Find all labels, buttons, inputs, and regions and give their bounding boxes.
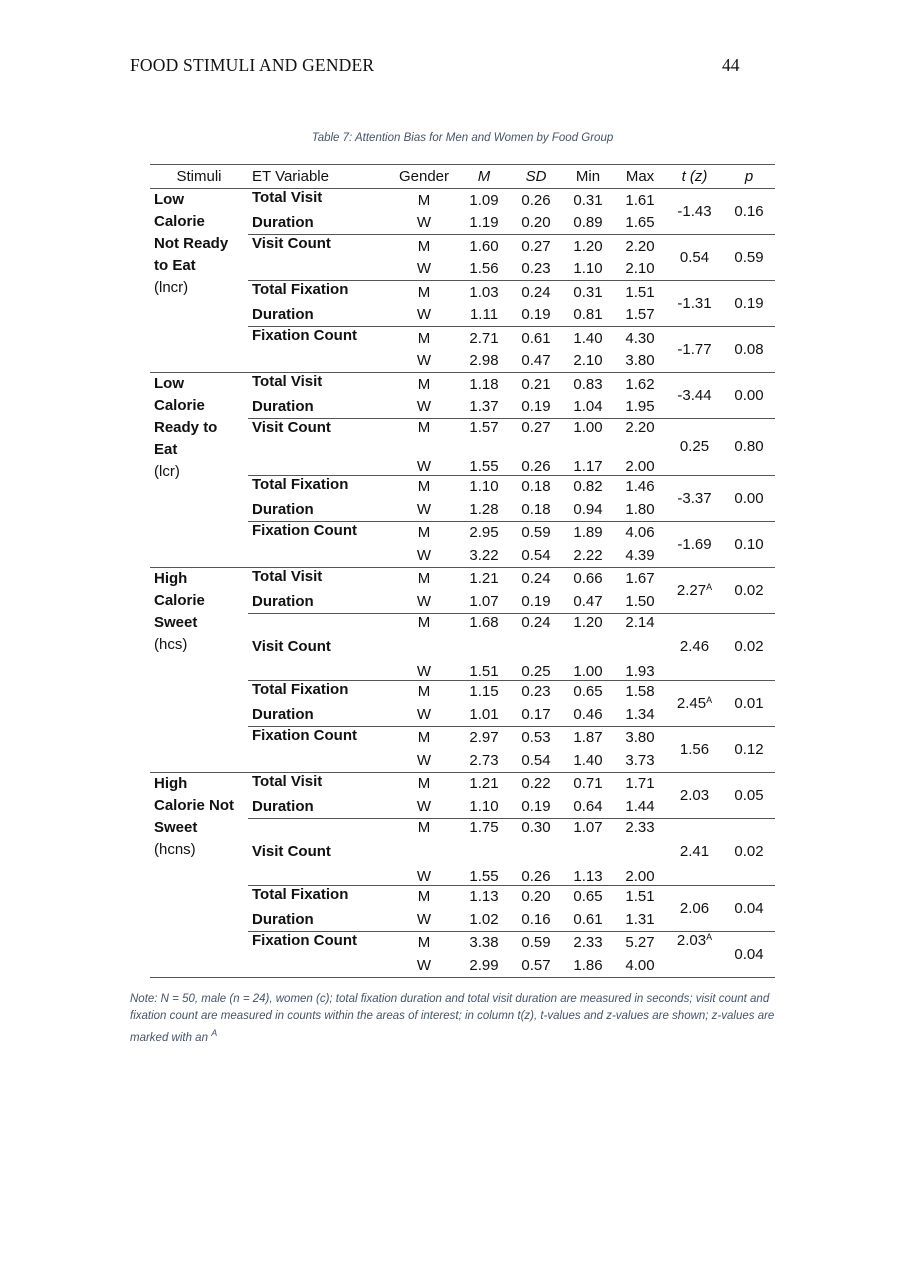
stimuli-label: Eat	[154, 441, 178, 458]
min-cell: 1.10	[573, 260, 603, 278]
p-value-cell: 0.05	[723, 772, 775, 818]
gender-cell: M	[390, 281, 458, 304]
gender-cell: W	[416, 797, 432, 815]
stimuli-label: Low	[154, 191, 184, 208]
t-z-cell	[666, 189, 723, 235]
table-body	[150, 189, 775, 978]
mean-cell: 1.13	[458, 885, 510, 908]
t-z-cell	[666, 885, 723, 931]
max-cell: 1.51	[614, 281, 666, 304]
stimuli-label: Calorie Not	[154, 796, 235, 814]
t-z-cell	[666, 475, 723, 521]
sd-cell: 0.23	[510, 680, 562, 703]
et-variable-cell	[248, 350, 390, 373]
stimuli-label: High	[154, 569, 188, 587]
z-marker: A	[706, 694, 713, 705]
max-cell: 1.61	[614, 189, 666, 212]
stimuli-label: High	[154, 774, 188, 792]
gender-cell: M	[390, 680, 458, 703]
gender-cell: W	[416, 352, 432, 370]
col-stimuli: Stimuli	[150, 165, 248, 189]
gender-cell: W	[416, 546, 432, 564]
sd-cell: 0.26	[510, 189, 562, 212]
min-cell: 1.86	[573, 956, 603, 974]
t-z-cell	[666, 281, 723, 327]
mean-cell: 1.57	[458, 419, 510, 442]
et-variable-cell: Fixation Count	[248, 521, 390, 544]
max-cell: 1.46	[614, 475, 666, 498]
max-cell: 2.14	[614, 613, 666, 647]
sd-cell: 0.27	[510, 419, 562, 442]
stimuli-label: Low	[154, 375, 184, 392]
max-cell: 1.80	[625, 500, 655, 518]
table-header-row	[150, 165, 775, 189]
et-variable-cell: Visit Count	[248, 419, 390, 442]
max-cell: 3.73	[625, 751, 655, 769]
min-cell: 1.00	[562, 419, 614, 442]
t-value: 2.27	[676, 581, 707, 599]
et-variable-cell: Total Fixation	[248, 680, 390, 703]
max-cell: 2.20	[614, 419, 666, 442]
min-cell: 1.20	[562, 613, 614, 647]
p-value-cell: 0.02	[723, 818, 775, 885]
et-variable-cell: Duration	[252, 910, 314, 928]
max-cell: 1.93	[625, 662, 655, 680]
mean-cell: 1.10	[469, 797, 499, 815]
table-row	[150, 189, 775, 212]
gender-cell: M	[390, 327, 458, 350]
sd-cell: 0.27	[510, 235, 562, 258]
max-cell: 3.80	[625, 352, 655, 370]
max-cell: 4.00	[625, 956, 655, 974]
sd-cell: 0.26	[521, 867, 551, 885]
max-cell: 3.80	[614, 726, 666, 749]
et-variable-cell: Total Fixation	[248, 885, 390, 908]
sd-cell: 0.19	[521, 306, 551, 324]
et-variable-cell: Total Visit	[248, 189, 390, 212]
page-number: 44	[722, 55, 740, 75]
mean-cell: 1.11	[469, 306, 499, 324]
mean-cell: 3.22	[469, 546, 499, 564]
mean-cell: 1.51	[469, 662, 499, 680]
gender-cell: W	[416, 956, 432, 974]
t-z-cell	[666, 680, 723, 726]
stimuli-label: to Eat	[154, 257, 196, 274]
mean-cell: 1.07	[469, 592, 499, 610]
p-value-cell: 0.00	[723, 373, 775, 419]
t-value: -1.69	[677, 535, 712, 553]
col-t-z: t (z)	[666, 165, 723, 189]
mean-cell: 1.75	[458, 818, 510, 852]
min-cell: 0.71	[562, 772, 614, 795]
et-variable-cell: Total Fixation	[248, 475, 390, 498]
t-value: -1.77	[677, 341, 712, 358]
col-max: Max	[614, 165, 666, 189]
max-cell: 1.71	[614, 772, 666, 795]
et-variable-cell	[248, 544, 390, 567]
p-value-cell: 0.01	[723, 680, 775, 726]
max-cell: 4.06	[614, 521, 666, 544]
running-head: FOOD STIMULI AND GENDER	[130, 55, 375, 75]
t-value: 2.46	[679, 638, 710, 655]
gender-cell: W	[416, 306, 432, 324]
min-cell: 2.22	[573, 546, 603, 564]
sd-cell: 0.47	[521, 352, 551, 370]
gender-cell: M	[390, 885, 458, 908]
stimuli-code: (hcs)	[154, 635, 188, 653]
sd-cell: 0.25	[521, 662, 551, 680]
max-cell: 4.39	[625, 546, 655, 564]
sd-cell: 0.54	[521, 751, 551, 769]
min-cell: 1.00	[573, 662, 603, 680]
et-variable-cell: Duration	[252, 214, 314, 232]
p-value-cell: 0.12	[723, 726, 775, 772]
mean-cell: 1.56	[469, 260, 499, 278]
p-value-cell: 0.80	[723, 419, 775, 476]
min-cell: 1.04	[573, 398, 603, 416]
et-variable-cell: Total Visit	[248, 567, 390, 590]
gender-cell: M	[390, 818, 458, 852]
sd-cell: 0.30	[510, 818, 562, 852]
stimuli-cell	[150, 189, 248, 373]
t-z-cell	[666, 567, 723, 613]
mean-cell: 1.19	[469, 214, 499, 232]
mean-cell: 1.02	[469, 910, 499, 928]
mean-cell: 1.09	[458, 189, 510, 212]
t-value: 2.06	[679, 899, 710, 917]
mean-cell: 3.38	[458, 931, 510, 954]
max-cell: 1.67	[614, 567, 666, 590]
gender-cell: M	[390, 726, 458, 749]
t-value: 0.25	[679, 438, 710, 456]
col-mean: M	[458, 165, 510, 189]
min-cell: 1.87	[562, 726, 614, 749]
t-z-cell	[666, 327, 723, 373]
gender-cell: W	[416, 592, 432, 610]
stimuli-code: (lncr)	[154, 279, 189, 296]
sd-cell: 0.24	[510, 613, 562, 647]
min-cell: 1.40	[573, 751, 603, 769]
min-cell: 1.17	[573, 457, 603, 475]
t-value: -3.44	[677, 387, 712, 404]
p-value-cell: 0.10	[723, 521, 775, 567]
stimuli-code: (lcr)	[154, 463, 180, 480]
gender-cell: M	[390, 475, 458, 498]
p-value-cell: 0.08	[723, 327, 775, 373]
et-variable-cell: Duration	[252, 592, 314, 610]
min-cell: 2.10	[573, 352, 603, 370]
mean-cell: 2.71	[458, 327, 510, 350]
min-cell: 1.40	[562, 327, 614, 350]
t-z-cell	[666, 373, 723, 419]
mean-cell: 1.28	[469, 500, 499, 518]
t-z-cell	[666, 772, 723, 818]
mean-cell: 1.21	[458, 567, 510, 590]
et-variable-cell: Visit Count	[248, 613, 390, 680]
p-value-cell: 0.02	[723, 613, 775, 680]
et-variable-cell: Duration	[252, 306, 314, 324]
sd-cell: 0.19	[521, 592, 551, 610]
sd-cell: 0.17	[521, 705, 551, 723]
min-cell: 0.65	[562, 680, 614, 703]
mean-cell: 1.10	[458, 475, 510, 498]
t-value: -3.37	[677, 489, 712, 507]
gender-cell: W	[416, 457, 432, 475]
table-note-marker: A	[211, 1028, 218, 1038]
et-variable-cell: Duration	[252, 500, 314, 518]
gender-cell: M	[390, 373, 458, 396]
t-z-cell	[666, 818, 723, 885]
gender-cell: M	[390, 772, 458, 795]
mean-cell: 2.99	[469, 956, 499, 974]
min-cell: 1.20	[562, 235, 614, 258]
min-cell: 0.61	[573, 910, 603, 928]
et-variable-cell: Total Visit	[248, 772, 390, 795]
min-cell: 0.31	[562, 189, 614, 212]
mean-cell: 1.60	[458, 235, 510, 258]
t-z-cell	[666, 613, 723, 680]
et-variable-cell	[248, 749, 390, 772]
t-value: -1.31	[677, 295, 712, 312]
min-cell: 0.31	[562, 281, 614, 304]
et-variable-cell	[248, 258, 390, 281]
mean-cell: 2.97	[458, 726, 510, 749]
col-p: p	[723, 165, 775, 189]
max-cell: 2.00	[625, 457, 655, 475]
max-cell: 1.62	[614, 373, 666, 396]
col-min: Min	[562, 165, 614, 189]
gender-cell: W	[416, 260, 432, 278]
gender-cell: M	[390, 613, 458, 647]
gender-cell: W	[416, 751, 432, 769]
min-cell: 1.13	[573, 867, 603, 885]
stimuli-label: Calorie	[154, 591, 205, 609]
sd-cell: 0.26	[521, 457, 551, 475]
p-value-cell: 0.02	[723, 567, 775, 613]
sd-cell: 0.20	[510, 885, 562, 908]
et-variable-cell	[248, 954, 390, 977]
sd-cell: 0.19	[521, 797, 551, 815]
et-variable-cell: Duration	[252, 705, 314, 723]
max-cell: 1.57	[625, 306, 655, 324]
z-marker: A	[706, 581, 713, 592]
sd-cell: 0.16	[521, 910, 551, 928]
t-z-cell	[666, 419, 723, 476]
et-variable-cell: Visit Count	[248, 235, 390, 258]
min-cell: 0.66	[562, 567, 614, 590]
min-cell: 0.46	[573, 705, 603, 723]
sd-cell: 0.24	[510, 567, 562, 590]
stimuli-code: (hcns)	[154, 840, 196, 858]
gender-cell: M	[390, 521, 458, 544]
gender-cell: M	[390, 235, 458, 258]
min-cell: 2.33	[562, 931, 614, 954]
min-cell: 0.89	[573, 214, 603, 232]
et-variable-cell: Total Fixation	[248, 281, 390, 304]
p-value-cell: 0.19	[723, 281, 775, 327]
stimuli-cell	[150, 373, 248, 568]
stimuli-cell	[150, 567, 248, 772]
max-cell: 1.65	[625, 214, 655, 232]
gender-cell: M	[390, 189, 458, 212]
stimuli-label: Ready to	[154, 419, 218, 436]
sd-cell: 0.59	[510, 931, 562, 954]
min-cell: 0.64	[573, 797, 603, 815]
max-cell: 2.10	[625, 260, 655, 278]
stimuli-cell	[150, 772, 248, 977]
min-cell: 0.82	[562, 475, 614, 498]
max-cell: 1.95	[625, 398, 655, 416]
t-value: 2.45	[676, 694, 707, 712]
sd-cell: 0.20	[521, 214, 551, 232]
t-z-cell	[666, 931, 723, 977]
mean-cell: 2.95	[458, 521, 510, 544]
sd-cell: 0.23	[521, 260, 551, 278]
min-cell: 0.65	[562, 885, 614, 908]
et-variable-cell: Fixation Count	[248, 726, 390, 749]
stimuli-label: Calorie	[154, 397, 205, 414]
min-cell: 1.89	[562, 521, 614, 544]
gender-cell: W	[416, 662, 432, 680]
mean-cell: 1.68	[458, 613, 510, 647]
mean-cell: 1.18	[458, 373, 510, 396]
gender-cell: W	[416, 214, 432, 232]
t-value: 2.03	[676, 931, 707, 949]
col-gender: Gender	[390, 165, 458, 189]
results-table	[150, 164, 775, 978]
et-variable-cell	[248, 442, 390, 476]
sd-cell: 0.19	[521, 398, 551, 416]
sd-cell: 0.57	[521, 956, 551, 974]
gender-cell: M	[390, 567, 458, 590]
col-sd: SD	[510, 165, 562, 189]
max-cell: 5.27	[614, 931, 666, 954]
t-z-cell	[666, 235, 723, 281]
gender-cell: W	[416, 398, 432, 416]
mean-cell: 1.55	[469, 867, 499, 885]
stimuli-label: Sweet	[154, 613, 198, 631]
t-z-cell	[666, 726, 723, 772]
sd-cell: 0.18	[510, 475, 562, 498]
max-cell: 1.58	[614, 680, 666, 703]
table-row	[150, 373, 775, 396]
t-z-cell	[666, 521, 723, 567]
table-row	[150, 772, 775, 795]
max-cell: 2.33	[614, 818, 666, 852]
et-variable-cell: Fixation Count	[248, 327, 390, 350]
min-cell: 1.07	[562, 818, 614, 852]
sd-cell: 0.61	[510, 327, 562, 350]
sd-cell: 0.53	[510, 726, 562, 749]
sd-cell: 0.59	[510, 521, 562, 544]
sd-cell: 0.24	[510, 281, 562, 304]
gender-cell: M	[390, 931, 458, 954]
min-cell: 0.47	[573, 592, 603, 610]
mean-cell: 1.37	[469, 398, 499, 416]
stimuli-label: Calorie	[154, 213, 205, 230]
min-cell: 0.81	[573, 306, 603, 324]
p-value-cell: 0.00	[723, 475, 775, 521]
et-variable-cell: Fixation Count	[248, 931, 390, 954]
t-value: 2.41	[679, 843, 710, 860]
max-cell: 1.31	[625, 910, 655, 928]
gender-cell: W	[416, 705, 432, 723]
mean-cell: 1.55	[469, 457, 499, 475]
t-value: -1.43	[677, 203, 712, 220]
min-cell: 0.94	[573, 500, 603, 518]
stimuli-label: Sweet	[154, 818, 198, 836]
p-value-cell: 0.59	[723, 235, 775, 281]
et-variable-cell: Visit Count	[248, 818, 390, 885]
table-note-text: Note: N = 50, male (n = 24), women (c); total fixation duration and total visit duration are measured in seconds; visit count and fixation count are measured in counts within the areas of interest; in column t(z), t-values and z-values are shown; z-values are marked with an	[130, 993, 775, 1044]
sd-cell: 0.18	[521, 500, 551, 518]
z-marker: A	[706, 931, 713, 942]
gender-cell: W	[416, 867, 432, 885]
min-cell: 0.83	[562, 373, 614, 396]
results-table-container	[150, 164, 775, 978]
table-row	[150, 567, 775, 590]
et-variable-cell: Duration	[252, 797, 314, 815]
mean-cell: 1.15	[458, 680, 510, 703]
max-cell: 1.51	[614, 885, 666, 908]
mean-cell: 1.03	[458, 281, 510, 304]
p-value-cell: 0.04	[723, 931, 775, 977]
max-cell: 1.34	[625, 705, 655, 723]
et-variable-cell: Duration	[252, 398, 314, 416]
mean-cell: 1.21	[458, 772, 510, 795]
et-variable-cell: Total Visit	[248, 373, 390, 396]
table-note	[130, 991, 780, 1047]
p-value-cell: 0.04	[723, 885, 775, 931]
sd-cell: 0.21	[510, 373, 562, 396]
mean-cell: 2.73	[469, 751, 499, 769]
gender-cell: W	[416, 500, 432, 518]
sd-cell: 0.54	[521, 546, 551, 564]
t-value: 1.56	[679, 740, 710, 758]
t-value: 0.54	[679, 249, 710, 266]
mean-cell: 1.01	[469, 705, 499, 723]
max-cell: 1.50	[625, 592, 655, 610]
max-cell: 1.44	[625, 797, 655, 815]
max-cell: 2.20	[614, 235, 666, 258]
t-value: 2.03	[679, 786, 710, 804]
mean-cell: 2.98	[469, 352, 499, 370]
sd-cell: 0.22	[510, 772, 562, 795]
col-et-variable: ET Variable	[248, 165, 390, 189]
stimuli-label: Not Ready	[154, 235, 229, 252]
table-caption: Table 7: Attention Bias for Men and Women by Food Group	[311, 132, 614, 144]
max-cell: 4.30	[614, 327, 666, 350]
gender-cell: W	[416, 910, 432, 928]
gender-cell: M	[390, 419, 458, 442]
p-value-cell: 0.16	[723, 189, 775, 235]
max-cell: 2.00	[625, 867, 655, 885]
